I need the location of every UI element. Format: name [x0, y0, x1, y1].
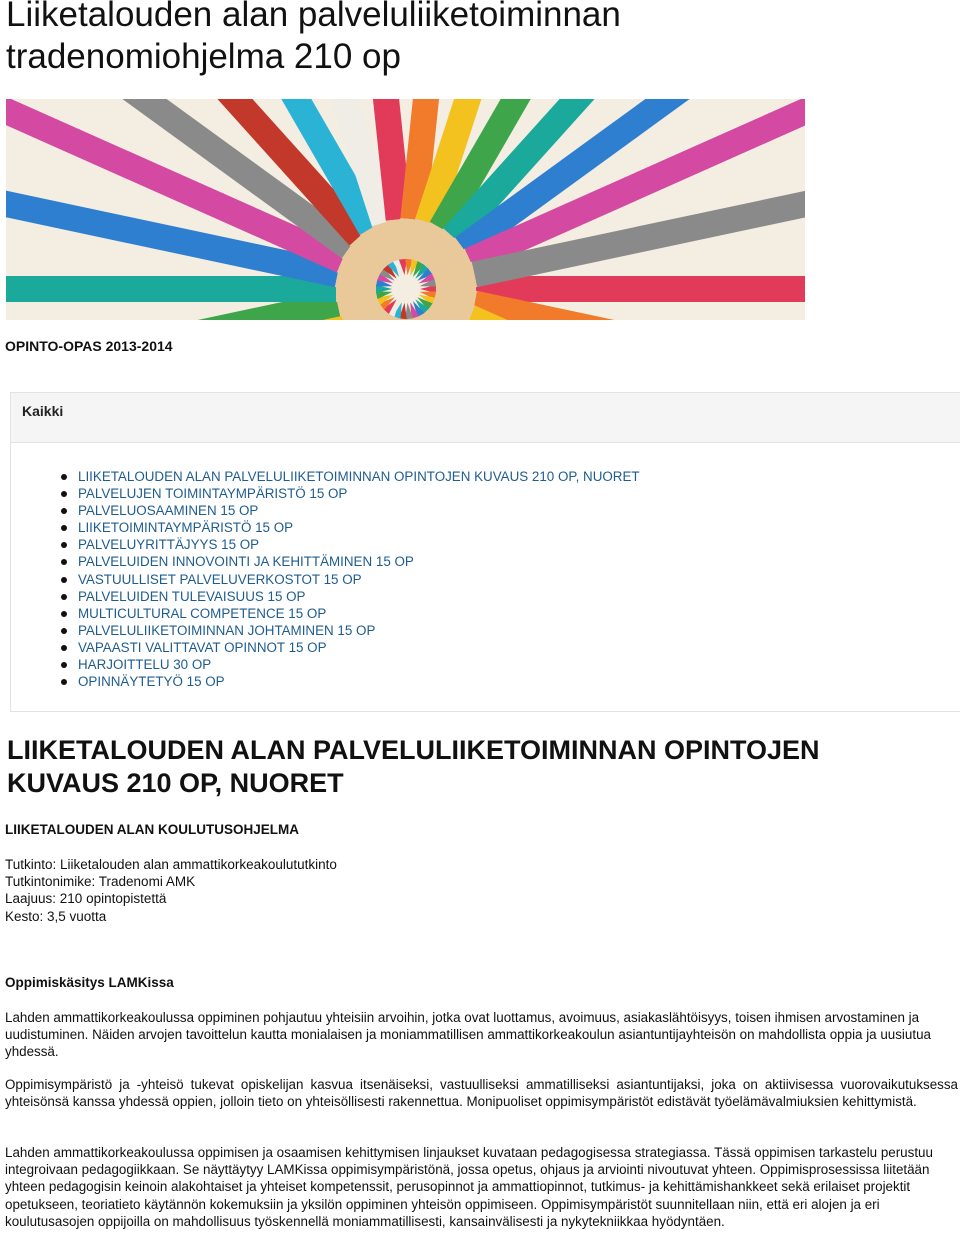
toc-item[interactable]	[11, 673, 640, 690]
bullet-icon	[61, 525, 67, 531]
toc-item[interactable]	[11, 536, 640, 553]
toc-link[interactable]: PALVELUIDEN TULEVAISUUS 15 OP	[78, 588, 306, 604]
toc-link[interactable]: LIIKETOIMINTAYMPÄRISTÖ 15 OP	[78, 520, 294, 536]
section-title	[7, 734, 907, 800]
bullet-icon	[61, 508, 67, 514]
degree-facts	[5, 856, 337, 925]
section-title-line1: LIIKETALOUDEN ALAN PALVELULIIKETOIMINNAN OPINTOJEN	[7, 735, 820, 765]
bullet-icon	[61, 628, 67, 634]
toc-link[interactable]: PALVELUJEN TOIMINTAYMPÄRISTÖ 15 OP	[78, 486, 348, 502]
toc-link[interactable]: MULTICULTURAL COMPETENCE 15 OP	[78, 605, 327, 621]
toc-link[interactable]: VASTUULLISET PALVELUVERKOSTOT 15 OP	[78, 571, 362, 587]
toc-item[interactable]	[11, 485, 640, 502]
toc-item[interactable]	[11, 468, 640, 485]
bullet-icon	[61, 491, 67, 497]
toc-item[interactable]	[11, 588, 640, 605]
page-title-line2: tradenomiohjelma 210 op	[6, 37, 401, 76]
program-label: LIIKETALOUDEN ALAN KOULUTUSOHJELMA	[5, 822, 299, 837]
study-guide-label: OPINTO-OPAS 2013-2014	[5, 338, 173, 354]
toc-link[interactable]: VAPAASTI VALITTAVAT OPINNOT 15 OP	[78, 639, 327, 655]
toc-item[interactable]	[11, 502, 640, 519]
hero-image-colored-pencils	[6, 99, 805, 320]
toc-link[interactable]: LIIKETALOUDEN ALAN PALVELULIIKETOIMINNAN OPINTOJEN KUVAUS 210 OP, NUORET	[78, 469, 640, 484]
toc-item[interactable]	[11, 519, 640, 536]
toc-item[interactable]	[11, 553, 640, 570]
paragraph-1: Lahden ammattikorkeakoulussa oppiminen pohjautuu yhteisiin arvoihin, jotka ovat luottamus, avoimuus, asiakaslähtöisyys, toisen ihmisen arvostaminen ja uudistuminen. Näiden arvojen tavoittelun kautta monialaisen ja moniammatillisen ammattikorkeakoulun asiantuntijayhteisön on mahdollista oppia ja uusiutua yhdessä.	[5, 1010, 931, 1060]
fact-degree-title: Tutkintonimike: Tradenomi AMK	[5, 874, 196, 890]
toc-link[interactable]: PALVELUYRITTÄJYYS 15 OP	[78, 537, 260, 553]
toc-link[interactable]: HARJOITTELU 30 OP	[78, 657, 212, 673]
toc-item[interactable]	[11, 656, 640, 673]
toc-link[interactable]: PALVELUIDEN INNOVOINTI JA KEHITTÄMINEN 15 OP	[78, 554, 414, 570]
fact-duration: Kesto: 3,5 vuotta	[5, 908, 107, 924]
bullet-icon	[61, 559, 67, 565]
bullet-icon	[61, 577, 67, 583]
bullet-icon	[61, 679, 67, 685]
section-title-line2: KUVAUS 210 OP, NUORET	[7, 768, 344, 798]
toc-list	[11, 468, 640, 690]
bullet-icon	[61, 594, 67, 600]
page-title-line1: Liiketalouden alan palveluliiketoiminnan	[6, 0, 621, 34]
bullet-icon	[61, 662, 67, 668]
paragraph-3: Lahden ammattikorkeakoulussa oppimisen ja osaamisen kehittymisen linjaukset kuvataan pedagogisessa strategiassa. Tässä oppimisen tarkastelu perustuu integroivaan pedagogiikkaan. Se näyttäytyy LAMKissa oppimisympäristönä, jossa opetus, ohjaus ja arviointi nivoutuvat yhteen. Oppimisprosessissa liitetään yhteen pedagogisin keinoin alakohtaiset ja yhteiset kompetenssit, perusopinnot ja ammattiopinnot, tutkimus- ja kehittämishankkeet sekä erilaiset projektit opetukseen, teoriatieto käytännön kokemuksiin ja yksilön oppiminen yhteisön oppimiseen. Oppimisympäristöt suunnitellaan niin, että eri alojen ja eri koulutusasojen oppijoilla on mahdollisuus työskennellä moniammatillisesti, kansainvälisesti ja nykytekniikkaa hyödyntäen.	[5, 1145, 933, 1229]
toc-header: Kaikki	[11, 393, 960, 443]
toc-item[interactable]	[11, 571, 640, 588]
fact-degree: Tutkinto: Liiketalouden alan ammattikorkeakoulututkinto	[5, 857, 337, 872]
toc-item[interactable]	[11, 622, 640, 639]
fact-scope: Laajuus: 210 opintopistettä	[5, 891, 167, 907]
paragraph-2: Oppimisympäristö ja -yhteisö tukevat opiskelijan kasvua itsenäiseksi, vastuulliseksi ammatilliseksi asiantuntijaksi, joka on aktiivisessa vuorovaikutuksessa yhteisönsä kanssa yhdessä oppien, jolloin tieto on yhteisöllisesti rakennettua. Monipuoliset oppimisympäristöt edistävät työelämävalmiuksien kehittymistä.	[5, 1077, 958, 1110]
toc-link[interactable]: PALVELULIIKETOIMINNAN JOHTAMINEN 15 OP	[78, 622, 376, 638]
toc-link[interactable]: PALVELUOSAAMINEN 15 OP	[78, 503, 259, 519]
bullet-icon	[61, 611, 67, 617]
table-of-contents	[10, 392, 960, 712]
learning-concept-heading: Oppimiskäsitys LAMKissa	[5, 975, 174, 990]
bullet-icon	[61, 542, 67, 548]
toc-link[interactable]: OPINNÄYTETYÖ 15 OP	[78, 674, 225, 690]
bullet-icon	[61, 645, 67, 651]
page-title	[6, 0, 826, 78]
toc-item[interactable]	[11, 639, 640, 656]
bullet-icon	[61, 474, 67, 480]
toc-item[interactable]	[11, 605, 640, 622]
